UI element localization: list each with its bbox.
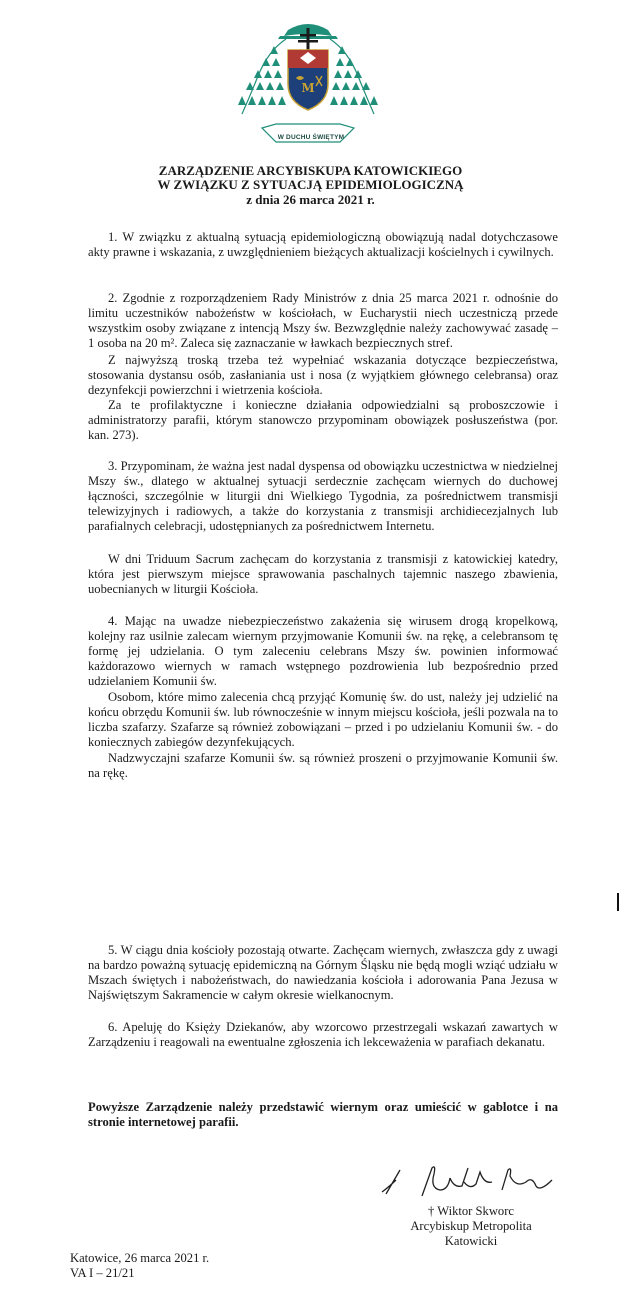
paragraph-3a: 3. Przypominam, że ważna jest nadal dyspensa od obowiązku uczestnictwa w niedzielnej Mszy św., dlatego w aktualnej sytuacji serdecznie zachęcam wiernych do duchowej łączności, szczególnie w liturgii dni Wielkiego Tygodnia, za pośrednictwem transmisji telewizyjnych i radiowych, a także do korzystania z transmisji archidiecezjalnych lub parafialnych celebracji, udostępnianych za pośrednictwem Internetu. — [88, 459, 558, 533]
paragraph-5: 5. W ciągu dnia kościoły pozostają otwarte. Zachęcam wiernych, zwłaszcza gdy z uwagi na bardzo poważną sytuację epidemiczną na Górnym Śląsku nie będą mogli wziąć udziału w Mszach świętych i nabożeństwach, do nawiedzania kościoła i adorowania Pana Jezusa w Najświętszym Sakramencie w całym okresie wielkanocnym. — [88, 943, 558, 1002]
decree-date: z dnia 26 marca 2021 r. — [246, 192, 375, 207]
signatory-title: Arcybiskup Metropolita — [410, 1219, 532, 1233]
paragraph-4a: 4. Mając na uwadze niebezpieczeństwo zakażenia się wirusem drogą kropelkową, kolejny raz usilnie zalecam wiernym przyjmowanie Komunii św. na rękę, a celebransom tę formę jej udzielania. O tym zaleceniu celebrans Mszy św. powinien informować każdorazowo wiernych w ramach wstępnego pozdrowienia lub bezpośrednio przed udzielaniem Komunii św. — [88, 614, 558, 688]
handwritten-signature — [376, 1160, 562, 1204]
signatory-see: Katowicki — [444, 1234, 498, 1248]
decree-title: ZARZĄDZENIE ARCYBISKUPA KATOWICKIEGO — [158, 163, 463, 178]
paragraph-4b: Osobom, które mimo zalecenia chcą przyjąć Komunię św. do ust, należy jej udzielić na końcu obrzędu Komunii św. lub równocześnie w innym miejscu kościoła, jeśli pozwala na to liczba szafarzy. Szafarze są również zobowiązani – przed i po udzielaniu Komunii św. - do koniecznych zabiegów dezynfekujących. — [88, 690, 558, 749]
paragraph-1: 1. W związku z aktualną sytuacją epidemiologiczną obowiązują nadal dotychczasowe akty prawne i wskazania, z uwzględnieniem bieżących aktualizacji kościelnych i cywilnych. — [88, 230, 558, 259]
paragraph-2c: Za te profilaktyczne i konieczne działania odpowiedzialni są proboszczowie i administratorzy parafii, którym stanowczo przypominam obowiązek posłuszeństwa (por. kan. 273). — [88, 398, 558, 442]
page-edge-mark — [617, 893, 619, 911]
decree-subtitle: W ZWIĄZKU Z SYTUACJĄ EPIDEMIOLOGICZNĄ — [157, 177, 464, 192]
final-instruction: Powyższe Zarządzenie należy przedstawić wiernym oraz umieścić w gablotce i na stronie internetowej parafii. — [88, 1100, 558, 1129]
svg-text:M: M — [301, 81, 315, 95]
reference-number: VA I – 21/21 — [70, 1266, 135, 1280]
paragraph-2a: 2. Zgodnie z rozporządzeniem Rady Ministrów z dnia 25 marca 2021 r. odnośnie do limitu uczestników nabożeństw w kościołach, w Eucharystii niech uczestniczą przede wszystkim osoby związane z intencją Mszy św. Bezwzględnie należy zachowywać zasadę – 1 osoba na 20 m². Zaleca się zaznaczanie w ławkach bezpiecznych stref. — [88, 291, 558, 350]
paragraph-2b: Z najwyższą troską trzeba też wypełniać wskazania dotyczące bezpieczeństwa, stosowania dystansu osób, zasłaniania ust i nosa (z wyjątkiem głównego celebransa) oraz dezynfekcji powierzchni i wietrzenia kościoła. — [88, 353, 558, 397]
crest-motto: W DUCHU ŚWIĘTYM — [277, 134, 345, 141]
paragraph-6: 6. Apeluję do Księży Dziekanów, aby wzorcowo przestrzegali wskazań zawartych w Zarządzeniu i reagowali na ewentualne zgłoszenia ich lekceważenia w parafiach dekanatu. — [88, 1020, 558, 1049]
paragraph-4c: Nadzwyczajni szafarze Komunii św. są również proszeni o przyjmowanie Komunii św. na rękę. — [88, 751, 558, 780]
place-and-date: Katowice, 26 marca 2021 r. — [70, 1251, 210, 1265]
signatory-name: † Wiktor Skworc — [427, 1204, 514, 1218]
paragraph-3b: W dni Triduum Sacrum zachęcam do korzystania z transmisji z katowickiej katedry, która jest pierwszym miejsce sprawowania paschalnych tajemnic naszego zbawienia, uobecnianych w liturgii Kościoła. — [88, 552, 558, 596]
